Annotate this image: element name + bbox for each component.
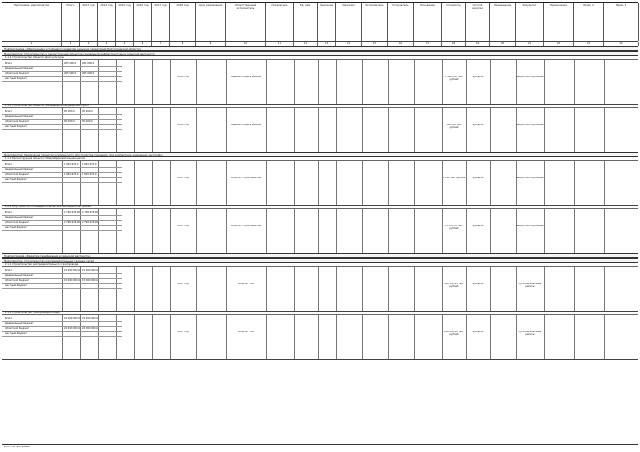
column-divider	[490, 209, 491, 253]
column-divider	[170, 161, 171, 205]
column-divider	[226, 267, 227, 311]
column-divider	[466, 209, 467, 253]
column-divider	[134, 209, 135, 253]
column-divider	[442, 60, 443, 104]
measure-block	[2, 315, 638, 360]
column-divider	[604, 161, 605, 205]
finance-row	[2, 284, 122, 289]
finance-source: местный бюджет	[5, 284, 27, 287]
finance-source: областной бюджет	[5, 279, 30, 282]
header-cell: Получатель	[388, 3, 414, 41]
header-cell: Показатель	[266, 3, 294, 41]
executor-cell: Администрация района	[231, 76, 261, 78]
finance-total: 24 000 000,0	[64, 327, 80, 330]
block-title: 1.1.2 Строительство объекта: Фельдшерско-акушерский пункт	[2, 104, 638, 108]
finance-row	[2, 120, 122, 125]
column-number: 21	[516, 42, 544, 46]
column-number: 16	[388, 42, 414, 46]
column-divider	[516, 60, 517, 104]
finance-row	[2, 226, 122, 231]
method-cell: аукцион	[472, 124, 484, 126]
column-number: 22	[544, 42, 574, 46]
column-number: 24	[604, 42, 639, 46]
column-divider	[294, 315, 295, 359]
header-cell: Прим. 3	[604, 3, 639, 41]
finance-row	[2, 125, 122, 130]
finance-row	[2, 178, 122, 183]
column-divider	[516, 209, 517, 253]
column-divider	[388, 209, 389, 253]
term-cell: 2016 год	[177, 124, 189, 126]
column-divider	[318, 267, 319, 311]
column-divider	[442, 161, 443, 205]
document-sheet	[2, 2, 638, 449]
column-divider	[544, 108, 545, 152]
column-divider	[414, 108, 415, 152]
column-divider	[336, 60, 337, 104]
block-title: 2.1.1 Строительство распределительного газопровода	[2, 263, 638, 267]
column-divider	[196, 267, 197, 311]
header-cell: Результат	[516, 3, 544, 41]
column-divider	[266, 108, 267, 152]
finance-row	[2, 163, 122, 168]
finance-total: 1 840 670,0	[64, 163, 79, 166]
column-divider	[574, 60, 575, 104]
block-title: 2.1.2 Строительство газопровода-отвода	[2, 311, 638, 315]
column-number: 18	[442, 42, 466, 46]
method-cell: аукцион	[472, 225, 484, 227]
finance-total: 1 840 670,0	[64, 173, 79, 176]
finance-source: Всего	[5, 62, 13, 65]
column-divider	[362, 60, 363, 104]
column-number: 9	[196, 42, 226, 46]
finance-source: местный бюджет	[5, 77, 27, 80]
column-number: 17	[414, 42, 442, 46]
column-divider	[336, 209, 337, 253]
column-divider	[544, 267, 545, 311]
finance-row	[2, 279, 122, 284]
header-cell: 2017 год	[152, 3, 170, 41]
column-number: 3	[80, 42, 98, 46]
term-cell: 2017 год	[177, 283, 189, 285]
result-cell: пусконаладочные работы	[518, 331, 542, 336]
finance-source: Всего	[5, 110, 13, 113]
header-cell: Основание	[414, 3, 442, 41]
column-divider	[574, 315, 575, 359]
column-divider	[170, 209, 171, 253]
column-divider	[490, 267, 491, 311]
column-divider	[336, 267, 337, 311]
finance-source: областной бюджет	[5, 327, 30, 330]
measure-block	[2, 161, 638, 206]
column-number: 19	[466, 42, 490, 46]
column-divider	[336, 315, 337, 359]
column-divider	[152, 60, 153, 104]
column-divider	[318, 60, 319, 104]
measure-block	[2, 108, 638, 153]
executor-cell: Комитет ТЭК	[237, 283, 255, 285]
column-divider	[466, 108, 467, 152]
column-divider	[266, 60, 267, 104]
column-number: 20	[490, 42, 516, 46]
finance-source: Всего	[5, 317, 13, 320]
column-divider	[196, 315, 197, 359]
column-number: 7	[152, 42, 170, 46]
header-cell: Ед. изм.	[294, 3, 318, 41]
finance-source: местный бюджет	[5, 226, 27, 229]
column-divider	[152, 267, 153, 311]
finance-source: областной бюджет	[5, 221, 30, 224]
column-divider	[604, 60, 605, 104]
column-divider	[442, 108, 443, 152]
column-divider	[318, 161, 319, 205]
header-cell: 2015 год	[116, 3, 134, 41]
header-cell: Стоимость	[442, 3, 466, 41]
column-divider	[294, 60, 295, 104]
column-number: 12	[294, 42, 318, 46]
column-divider	[196, 60, 197, 104]
cost-cell: 298 600,00 тыс. рублей	[444, 331, 464, 336]
column-divider	[516, 267, 517, 311]
method-cell: аукцион	[472, 331, 484, 333]
finance-year: 265 000,0	[82, 72, 95, 75]
column-divider	[362, 315, 363, 359]
finance-row	[2, 77, 122, 82]
cost-cell: 2 340 тыс. рублей	[442, 177, 466, 179]
column-divider	[152, 315, 153, 359]
finance-total: 95 000,0	[64, 110, 75, 113]
finance-row	[2, 322, 122, 327]
column-divider	[266, 315, 267, 359]
finance-year: 1 840 670,0	[82, 173, 97, 176]
executor-cell: Комитет строительства	[230, 177, 262, 179]
column-divider	[362, 108, 363, 152]
column-number: 2	[62, 42, 80, 46]
column-divider	[544, 161, 545, 205]
header-cell: 2016 год	[134, 3, 152, 41]
header-cell: Размещение	[490, 3, 516, 41]
column-number: 5	[116, 42, 134, 46]
finance-source: местный бюджет	[5, 125, 27, 128]
finance-total: 265 000,0	[64, 72, 77, 75]
column-divider	[490, 108, 491, 152]
column-divider	[466, 161, 467, 205]
header-cell: Примечание	[544, 3, 574, 41]
column-divider	[414, 315, 415, 359]
term-cell: 2017 год	[177, 331, 189, 333]
method-cell: аукцион	[472, 283, 484, 285]
finance-source: областной бюджет	[5, 72, 30, 75]
column-divider	[294, 209, 295, 253]
finance-row	[2, 327, 122, 332]
result-cell: ввод в эксплуатацию	[516, 225, 544, 227]
column-divider	[266, 161, 267, 205]
block-title: 1.2.1 Обустройство площадки компактной жилищной застройки	[2, 205, 638, 209]
executor-cell: Администрация района	[231, 124, 261, 126]
column-divider	[196, 209, 197, 253]
measure-block	[2, 267, 638, 312]
column-divider	[544, 60, 545, 104]
finance-row	[2, 332, 122, 337]
column-divider	[170, 108, 171, 152]
column-divider	[362, 161, 363, 205]
section-band: Мероприятие: Реализация проектов комплексного обустройства площадок под компактную жилищную застройку	[2, 152, 638, 157]
column-divider	[442, 267, 443, 311]
column-divider	[170, 60, 171, 104]
term-cell: 2017 год	[177, 225, 189, 227]
finance-row	[2, 269, 122, 274]
finance-row	[2, 221, 122, 226]
column-divider	[196, 161, 197, 205]
section-band: Подпрограмма «Обеспечение устойчивого развития сельских территорий Волгоградской области»	[2, 46, 638, 51]
finance-source: Всего	[5, 163, 13, 166]
finance-source: федеральный бюджет	[5, 115, 34, 118]
block-title: 1.1.1 Строительство объекта: Дом культуры	[2, 56, 638, 60]
finance-year: 24 000 000,0	[82, 317, 98, 320]
column-divider	[414, 161, 415, 205]
cost-cell: 11 235,78 тыс. рублей	[444, 225, 464, 230]
column-divider	[152, 108, 153, 152]
column-divider	[604, 315, 605, 359]
column-number: 8	[170, 42, 196, 46]
finance-source: местный бюджет	[5, 178, 27, 181]
header-cell: Заказчик	[336, 3, 362, 41]
finance-total: 2 798 678,90	[64, 221, 80, 224]
column-divider	[266, 267, 267, 311]
finance-row	[2, 115, 122, 120]
column-divider	[516, 315, 517, 359]
header-cell: 2014 год	[98, 3, 116, 41]
column-divider	[490, 161, 491, 205]
measure-block	[2, 209, 638, 254]
column-divider	[362, 209, 363, 253]
column-divider	[318, 209, 319, 253]
finance-source: федеральный бюджет	[5, 216, 34, 219]
result-cell: ввод в эксплуатацию	[516, 177, 544, 179]
column-divider	[134, 267, 135, 311]
column-divider	[466, 267, 467, 311]
measure-block	[2, 60, 638, 105]
column-divider	[294, 161, 295, 205]
finance-row	[2, 211, 122, 216]
executor-cell: Комитет ТЭК	[237, 331, 255, 333]
section-band: Мероприятие: Строительство распределительных газовых сетей	[2, 258, 638, 263]
column-divider	[152, 209, 153, 253]
column-divider	[388, 315, 389, 359]
column-number: 15	[362, 42, 388, 46]
column-divider	[362, 267, 363, 311]
column-number: 4	[98, 42, 116, 46]
finance-total: 265 000,0	[64, 62, 77, 65]
column-divider	[318, 108, 319, 152]
table-footer	[2, 444, 638, 450]
finance-source: областной бюджет	[5, 173, 30, 176]
finance-source: Всего	[5, 211, 13, 214]
column-divider	[574, 108, 575, 152]
column-divider	[516, 161, 517, 205]
column-divider	[134, 161, 135, 205]
column-divider	[490, 315, 491, 359]
column-divider	[466, 315, 467, 359]
finance-year: 1 840 670,0	[82, 163, 97, 166]
finance-source: областной бюджет	[5, 120, 30, 123]
header-cell: Программа, мероприятие	[2, 3, 62, 41]
column-number: 11	[266, 42, 294, 46]
column-divider	[294, 267, 295, 311]
finance-year: 95 000,0	[82, 110, 93, 113]
finance-row	[2, 216, 122, 221]
column-divider	[336, 108, 337, 152]
column-divider	[388, 108, 389, 152]
finance-year: 95 000,0	[82, 120, 93, 123]
column-divider	[388, 267, 389, 311]
block-title: 1.1.3 Реконструкция объекта: Общеобразовательная школа	[2, 157, 638, 161]
column-divider	[604, 209, 605, 253]
column-divider	[544, 315, 545, 359]
finance-row	[2, 62, 122, 67]
column-divider	[170, 267, 171, 311]
header-cell: 2018 год	[170, 3, 196, 41]
header-cell: Исполнитель	[362, 3, 388, 41]
executor-cell: Комитет строительства	[230, 225, 262, 227]
column-divider	[442, 209, 443, 253]
footer-label: Итого по программе	[4, 446, 30, 448]
column-divider	[226, 315, 227, 359]
column-divider	[574, 209, 575, 253]
result-cell: ввод в эксплуатацию	[516, 124, 544, 126]
finance-year: 265 000,0	[82, 62, 95, 65]
column-number: 10	[226, 42, 266, 46]
finance-row	[2, 110, 122, 115]
column-divider	[516, 108, 517, 152]
finance-total: 21 000 000,0	[64, 269, 80, 272]
finance-total: 95 000,0	[64, 120, 75, 123]
finance-source: местный бюджет	[5, 332, 27, 335]
finance-source: Всего	[5, 269, 13, 272]
result-cell: пусконаладочные работы	[518, 283, 542, 288]
result-cell: ввод в эксплуатацию	[516, 76, 544, 78]
column-number: 6	[134, 42, 152, 46]
column-divider	[196, 108, 197, 152]
column-divider	[574, 267, 575, 311]
column-divider	[388, 60, 389, 104]
column-divider	[388, 161, 389, 205]
term-cell: 2016 год	[177, 76, 189, 78]
column-divider	[134, 60, 135, 104]
column-divider	[414, 267, 415, 311]
column-divider	[442, 315, 443, 359]
section-band: Подпрограмма «Развитие газификации в сельской местности»	[2, 253, 638, 258]
method-cell: аукцион	[472, 76, 484, 78]
finance-row	[2, 317, 122, 322]
finance-total: 15 000 000,0	[64, 279, 80, 282]
column-divider	[414, 209, 415, 253]
finance-total: 2 798 678,90	[64, 211, 80, 214]
header-cell: Способ закупки	[466, 3, 490, 41]
column-divider	[152, 161, 153, 205]
column-divider	[226, 209, 227, 253]
finance-source: федеральный бюджет	[5, 322, 34, 325]
table-header	[2, 3, 638, 43]
finance-row	[2, 173, 122, 178]
cost-cell: 1 580 000 тыс. рублей	[444, 76, 464, 81]
column-divider	[490, 60, 491, 104]
finance-year: 2 798 678,90	[82, 211, 98, 214]
column-divider	[170, 315, 171, 359]
header-cell: Значение	[318, 3, 336, 41]
finance-source: федеральный бюджет	[5, 168, 34, 171]
column-divider	[466, 60, 467, 104]
header-cell: Ответственный исполнитель	[226, 3, 266, 41]
column-divider	[336, 161, 337, 205]
column-number: 1	[2, 42, 62, 46]
finance-year: 15 000 000,0	[82, 279, 98, 282]
finance-total: 24 000 000,0	[64, 317, 80, 320]
header-cell: Срок реализации	[196, 3, 226, 41]
column-divider	[134, 108, 135, 152]
column-divider	[604, 108, 605, 152]
finance-row	[2, 168, 122, 173]
finance-year: 24 000 000,0	[82, 327, 98, 330]
finance-source: федеральный бюджет	[5, 274, 34, 277]
header-cell: Итого	[62, 3, 80, 41]
finance-year: 21 000 000,0	[82, 269, 98, 272]
finance-year: 2 798 678,90	[82, 221, 98, 224]
finance-row	[2, 67, 122, 72]
column-divider	[544, 209, 545, 253]
finance-source: федеральный бюджет	[5, 67, 34, 70]
column-divider	[134, 315, 135, 359]
column-divider	[266, 209, 267, 253]
section-band: Мероприятие: Строительство и реконструкция объектов социальной инфраструктуры в сельской местности	[2, 51, 638, 56]
column-divider	[294, 108, 295, 152]
column-number: 14	[336, 42, 362, 46]
column-number: 13	[318, 42, 336, 46]
column-divider	[226, 60, 227, 104]
column-divider	[414, 60, 415, 104]
header-cell: 2013 год	[80, 3, 98, 41]
term-cell: 2017 год	[177, 177, 189, 179]
cost-cell: 398 500,05 тыс. рублей	[444, 283, 464, 288]
header-cell: Прим. 2	[574, 3, 604, 41]
finance-row	[2, 274, 122, 279]
column-divider	[226, 161, 227, 205]
finance-row	[2, 72, 122, 77]
method-cell: аукцион	[472, 177, 484, 179]
column-divider	[604, 267, 605, 311]
cost-cell: 390 000 тыс. рублей	[445, 124, 462, 129]
column-divider	[226, 108, 227, 152]
column-divider	[574, 161, 575, 205]
column-number: 23	[574, 42, 604, 46]
column-divider	[318, 315, 319, 359]
